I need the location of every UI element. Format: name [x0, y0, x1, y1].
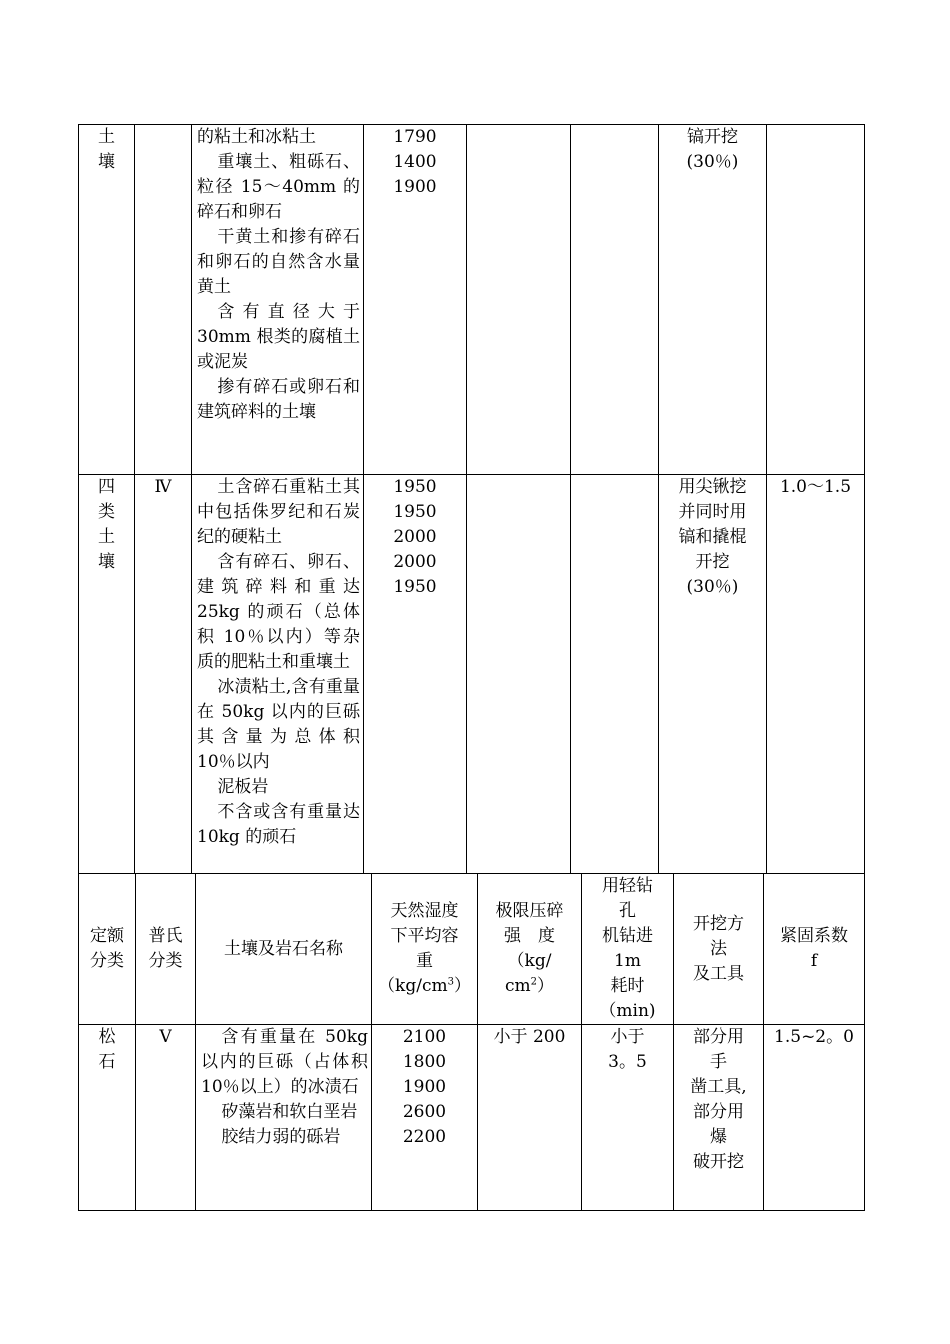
header-strength-tail: ） [537, 976, 555, 996]
category-cell [79, 475, 135, 874]
density-value: 1950 [393, 502, 437, 522]
description-paragraph: 重壤土、粗砾石、粒径 15～40mm 的碎石和卵石 [197, 152, 360, 222]
grade-cell [136, 1025, 196, 1211]
method-text: 镐开挖 (30％) [686, 127, 739, 172]
drill-time-cell [571, 475, 659, 874]
description-paragraph: 土含碎石重粘土其中包括侏罗纪和石炭纪的硬粘土 [197, 477, 360, 547]
header-text [478, 899, 581, 999]
grade-cell [135, 125, 192, 475]
density-cell [364, 475, 467, 874]
header-coefficient [764, 874, 865, 1025]
density-value: 1950 [393, 477, 437, 497]
header-strength [478, 874, 582, 1025]
strength-cell [478, 1025, 582, 1211]
drill-time-cell [571, 125, 659, 475]
header-density-tail: ） [453, 976, 471, 996]
header-text: 普氏 分类 [148, 926, 183, 971]
description-paragraph: 掺有碎石或卵石和建筑碎料的土壤 [197, 377, 360, 422]
method-text: 部分用 手 凿工具, 部分用 爆 破开挖 [690, 1027, 747, 1172]
density-value: 1800 [402, 1052, 447, 1072]
description-paragraph: 泥板岩 [217, 777, 269, 797]
strength-cell [467, 475, 571, 874]
description-cell [196, 1025, 372, 1211]
coefficient-text: 1.0～1.5 [779, 477, 852, 497]
soil-table-continued [78, 124, 865, 874]
category-text: 松 石 [98, 1027, 116, 1072]
category-cell [79, 125, 135, 475]
density-value: 2200 [402, 1127, 447, 1147]
header-density-sup: 3 [447, 976, 454, 988]
header-drill-time [582, 874, 674, 1025]
header-text: 土壤及岩石名称 [224, 938, 343, 959]
header-text [372, 899, 477, 999]
header-density [372, 874, 478, 1025]
density-value: 1900 [402, 1077, 447, 1097]
density-cell [364, 125, 467, 475]
method-text: 用尖锹挖 并同时用 镐和撬棍 开挖 (30％) [678, 477, 747, 597]
drill-time-text: 小于 3。5 [608, 1027, 647, 1072]
category-text: 四 类 土 壤 [98, 477, 115, 572]
table-row [79, 1025, 865, 1211]
category-text: 土 壤 [98, 127, 115, 172]
method-cell [659, 475, 767, 874]
description-paragraph: 含有碎石、卵石、建筑碎料和重达 25kg 的顽石（总体积 10％以内）等杂质的肥粘土和重壤土 [197, 552, 360, 672]
header-category [79, 874, 136, 1025]
header-text: 开挖方 法 及工具 [693, 913, 744, 984]
header-strength-sup: 2 [530, 976, 538, 988]
coefficient-text: 1.5~2。0 [774, 1027, 854, 1047]
description-paragraph: 矽藻岩和软白垩岩 [221, 1102, 358, 1122]
description-paragraph: 的粘土和冰粘土 [197, 127, 316, 147]
density-value: 1790 [393, 127, 437, 147]
strength-cell [467, 125, 571, 475]
description-paragraph: 冰渍粘土,含有重量在 50kg 以内的巨砾其含量为总体积 10％以内 [197, 677, 360, 772]
density-value: 2600 [402, 1102, 447, 1122]
description-cell [192, 475, 364, 874]
grade-text: Ⅴ [159, 1027, 172, 1047]
strength-text: 小于 200 [493, 1027, 566, 1047]
description-paragraph: 干黄土和掺有碎石和卵石的自然含水量黄土 [197, 227, 360, 297]
description-cell [192, 125, 364, 475]
header-text: 用轻钻 孔 机钻进 1m 耗时 （min) [599, 876, 656, 1021]
density-value: 2000 [393, 527, 437, 547]
coefficient-cell [767, 125, 865, 475]
method-cell [674, 1025, 764, 1211]
coefficient-cell [767, 475, 865, 874]
grade-cell [135, 475, 192, 874]
header-method [674, 874, 764, 1025]
category-cell [79, 1025, 136, 1211]
density-value: 1900 [393, 177, 437, 197]
header-text: 紧固系数 f [780, 926, 848, 971]
coefficient-cell [764, 1025, 865, 1211]
rock-table [78, 873, 865, 1211]
density-value: 2100 [402, 1027, 447, 1047]
header-strength-text: 极限压碎 强 度 （kg/ cm [495, 901, 564, 996]
description-paragraph: 胶结力弱的砾岩 [221, 1127, 341, 1147]
table-header-row [79, 874, 865, 1025]
description-paragraph: 不含或含有重量达 10kg 的顽石 [197, 802, 360, 847]
description-paragraph: 含有直径大于30mm 根类的腐植土或泥炭 [197, 302, 360, 372]
description-paragraph: 含有重量在 50kg 以内的巨砾（占体积 10％以上）的冰渍石 [201, 1027, 368, 1097]
header-text: 定额 分类 [90, 926, 124, 971]
density-value: 1950 [393, 577, 437, 597]
density-cell [372, 1025, 478, 1211]
table-row [79, 475, 865, 874]
header-name [196, 874, 372, 1025]
grade-text: Ⅳ [154, 477, 172, 497]
method-cell [659, 125, 767, 475]
table-row [79, 125, 865, 475]
density-value: 2000 [393, 552, 437, 572]
header-grade [136, 874, 196, 1025]
drill-time-cell [582, 1025, 674, 1211]
density-value: 1400 [393, 152, 437, 172]
header-density-text: 天然湿度 下平均容 重 （kg/cm [378, 901, 459, 996]
